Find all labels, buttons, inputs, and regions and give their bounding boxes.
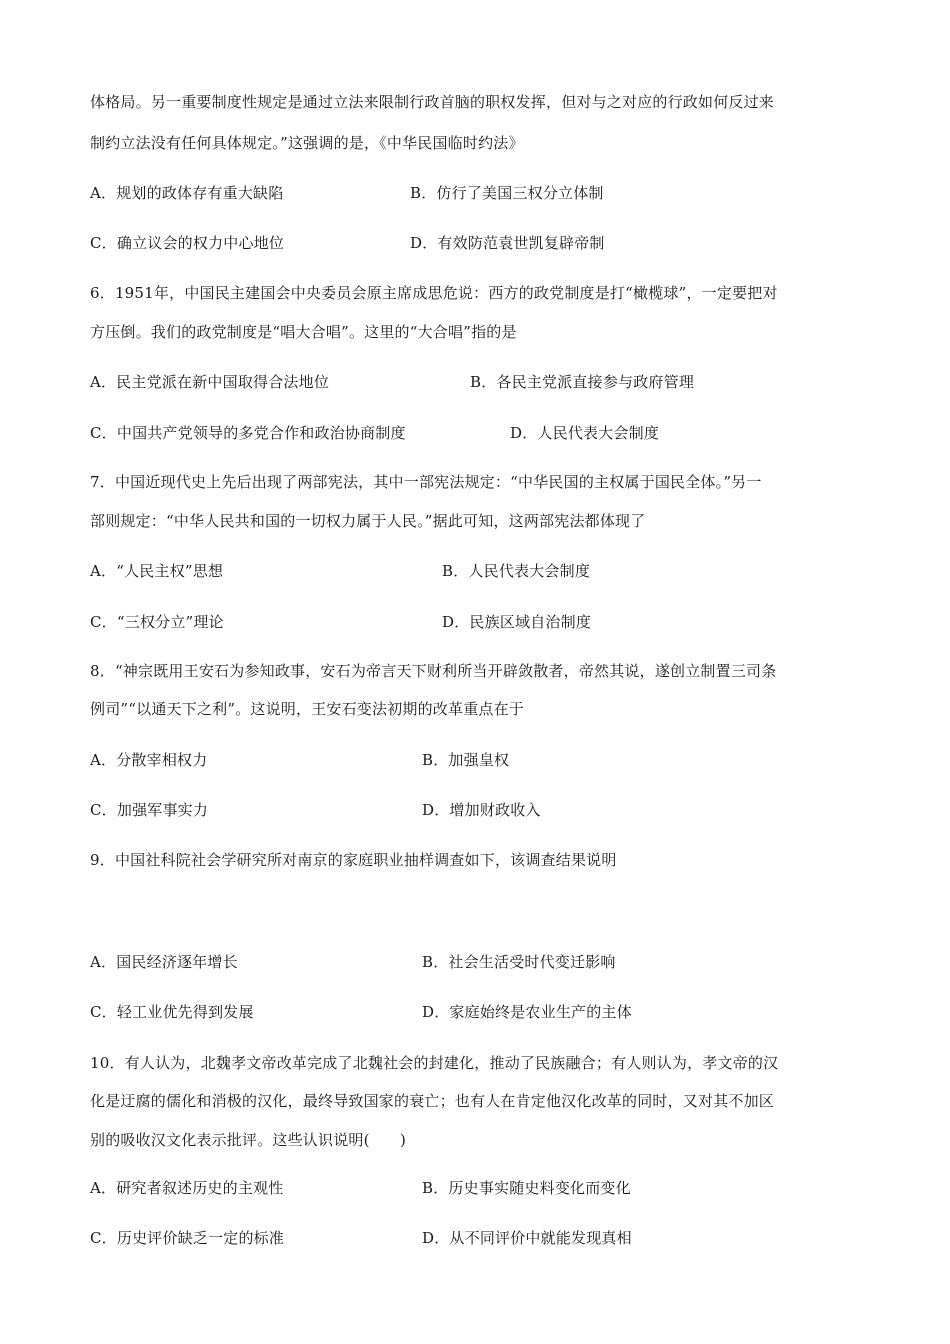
q9-option-b: B．社会生活受时代变迁影响 — [422, 953, 616, 971]
q9-stem-line1: 9．中国社科院社会学研究所对南京的家庭职业抽样调查如下，该调查结果说明 — [90, 851, 617, 869]
q6-option-d: D．人民代表大会制度 — [510, 424, 660, 442]
q8-option-a: A．分散宰相权力 — [90, 751, 208, 769]
q10-option-b: B．历史事实随史料变化而变化 — [422, 1179, 631, 1197]
q10-option-c: C．历史评价缺乏一定的标准 — [90, 1229, 285, 1247]
q6-option-a: A．民主党派在新中国取得合法地位 — [90, 373, 330, 391]
q6-stem-line2: 方压倒。我们的政党制度是“唱大合唱”。这里的“大合唱”指的是 — [90, 323, 517, 341]
q7-stem-line1: 7．中国近现代史上先后出现了两部宪法，其中一部宪法规定：“中华民国的主权属于国民全体。”另一 — [90, 473, 762, 491]
q8-stem-line1: 8．“神宗既用王安石为参知政事，安石为帝言天下财利所当开辟敛散者，帝然其说，遂创立制置三司条 — [90, 662, 777, 680]
q6-stem-line1: 6．1951年，中国民主建国会中央委员会原主席成思危说：西方的政党制度是打“橄榄球”，一定要把对 — [90, 284, 778, 302]
q5-option-d: D．有效防范袁世凯复辟帝制 — [410, 234, 605, 252]
q7-option-c: C．“三权分立”理论 — [90, 613, 224, 631]
q8-option-d: D．增加财政收入 — [422, 801, 541, 819]
q8-option-c: C．加强军事实力 — [90, 801, 209, 819]
q10-option-d: D．从不同评价中就能发现真相 — [422, 1229, 632, 1247]
q10-stem-line1: 10．有人认为，北魏孝文帝改革完成了北魏社会的封建化，推动了民族融合；有人则认为，孝文帝的汉 — [90, 1054, 779, 1072]
q6-option-b: B．各民主党派直接参与政府管理 — [470, 373, 695, 391]
q5-stem-line1: 体格局。另一重要制度性规定是通过立法来限制行政首脑的职权发挥，但对与之对应的行政如何反过来 — [90, 93, 775, 111]
q9-option-c: C．轻工业优先得到发展 — [90, 1003, 254, 1021]
q7-option-d: D．民族区域自治制度 — [442, 613, 592, 631]
q7-option-b: B．人民代表大会制度 — [442, 562, 591, 580]
q10-option-a: A．研究者叙述历史的主观性 — [90, 1179, 284, 1197]
q8-option-b: B．加强皇权 — [422, 751, 510, 769]
q5-stem-line2: 制约立法没有任何具体规定。”这强调的是，《中华民国临时约法》 — [90, 134, 524, 152]
q9-option-d: D．家庭始终是农业生产的主体 — [422, 1003, 632, 1021]
q7-stem-line2: 部则规定：“中华人民共和国的一切权力属于人民。”据此可知，这两部宪法都体现了 — [90, 512, 646, 530]
q9-option-a: A．国民经济逐年增长 — [90, 953, 238, 971]
q7-option-a: A．“人民主权”思想 — [90, 562, 224, 580]
q10-stem-line2: 化是迂腐的儒化和消极的汉化，最终导致国家的衰亡；也有人在肯定他汉化改革的同时，又对其不加区 — [90, 1092, 775, 1110]
q5-option-c: C．确立议会的权力中心地位 — [90, 234, 285, 252]
q10-stem-line3: 别的吸收汉文化表示批评。这些认识说明( ) — [90, 1131, 407, 1149]
q6-option-c: C．中国共产党领导的多党合作和政治协商制度 — [90, 424, 406, 442]
q5-option-b: B．仿行了美国三权分立体制 — [410, 184, 604, 202]
q5-option-a: A．规划的政体存有重大缺陷 — [90, 184, 284, 202]
q8-stem-line2: 例司”“以通天下之利”。这说明，王安石变法初期的改革重点在于 — [90, 700, 525, 718]
